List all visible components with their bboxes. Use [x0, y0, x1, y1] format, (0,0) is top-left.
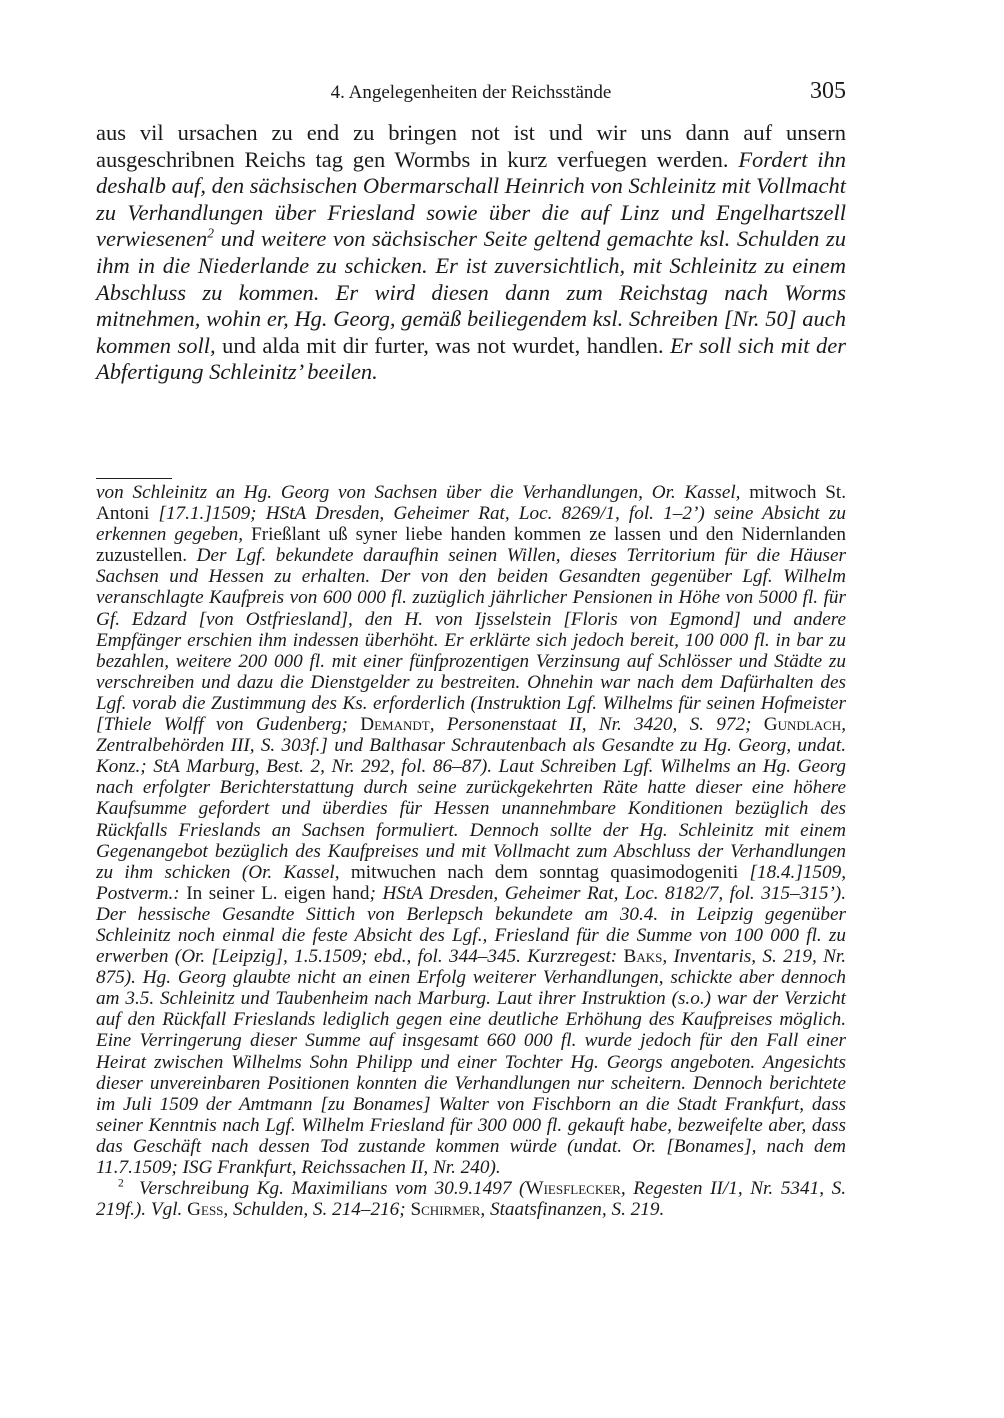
- text-segment: aus vil ursachen zu end zu bringen not ist und wir uns dann auf unsern ausgeschribnen Reichs tag gen Wormbs in kurz verfuegen werden.: [96, 120, 846, 172]
- author-name: Gundlach: [763, 714, 842, 736]
- footnotes: [96, 482, 846, 1220]
- author-name: Wiesflecker: [525, 1178, 621, 1200]
- text-segment: von Schleinitz an Hg. Georg von Sachsen über die Verhandlungen, Or. Kassel,: [96, 482, 750, 503]
- text-segment: [17.1.]1509; HStA Dresden, Geheimer Rat, Loc. 8269/1, fol. 1–2’) seine Absicht zu erkennen gegeben,: [96, 503, 846, 546]
- text-segment: mitwuchen nach dem sonntag quasimodogeniti: [350, 861, 750, 883]
- text-segment: Frießlant uß syner liebe handen kommen ze lassen und den Nidernlanden zuzustellen.: [96, 524, 846, 567]
- author-name: Demandt: [360, 714, 430, 736]
- main-paragraph: [96, 120, 846, 386]
- text-segment: , Inventaris, S. 219, Nr. 875). Hg. Georg glaubte nicht an einen Erfolg weiterer Verhandlungen, schickte aber dennoch am 3.5. Schleinitz und Taubenheim nach Marburg. Laut ihrer Instruktion (s.o.) war der Verzicht auf den Rückfall Frieslands lediglich gegen eine deutliche Erhöhung des Kaufpreises möglich. Eine Verringerung dieser Summe auf insgesamt 660 000 fl. wurde jedoch für den Fall einer Heirat zwischen Wilhelms Sohn Philipp und einer Tochter Hg. Georgs angeboten. Angesichts dieser unvereinbaren Positionen konnten die Verhandlungen nur scheitern. Dennoch berichtete im Juli 1509 der Amtmann [zu Bonames] Walter von Fischborn an die Stadt Frankfurt, dass seiner Kenntnis nach Lgf. Wilhelm Friesland für 300 000 fl. gekauft habe, bezweifelte aber, dass das Geschäft nach dessen Tod zustande kommen würde (undat. Or. [Bonames], nach dem 11.7.1509; ISG Frankfurt, Reichssachen II, Nr. 240).: [96, 946, 847, 1178]
- text-segment: , Staatsfinanzen, S. 219.: [480, 1199, 665, 1221]
- text-segment: In seiner L. eigen hand: [186, 882, 370, 904]
- page-header: [96, 78, 846, 108]
- text-segment: Verschreibung Kg. Maximilians vom 30.9.1497 (: [139, 1178, 526, 1200]
- running-head: 4. Angelegenheiten der Reichsstände: [330, 82, 612, 103]
- text-segment: , Regesten II/1, Nr. 5341, S. 219f.). Vgl.: [96, 1178, 846, 1221]
- text-segment: Fordert ihn deshalb auf, den sächsischen Obermarschall Heinrich von Schleinitz mit Vollmacht zu Verhandlungen über Friesland sowie über die auf Linz und Engelhartszell verwiesenen: [96, 146, 846, 252]
- text-segment: , Schulden, S. 214–216;: [223, 1199, 411, 1221]
- footnote-1-continuation: [96, 482, 846, 1178]
- footnote-ref-2[interactable]: 2: [207, 225, 214, 241]
- text-segment: [18.4.]1509, Postverm.:: [96, 861, 846, 904]
- text-segment: Der Lgf. bekundete daraufhin seinen Willen, dieses Territorium für die Häuser Sachsen und Hessen zu erhalten. Der von den beiden Gesandten gegenüber Lgf. Wilhelm veranschlagte Kaufpreis von 600 000 fl. zuzüglich jährlicher Pensionen in Höhe von 5000 fl. für Gf. Edzard [von Ostfriesland], den H. von Ijsselstein [Floris von Egmond] und andere Empfänger erschien ihm indessen überhöht. Er erklärte sich jedoch bereit, 100 000 fl. in bar zu bezahlen, weitere 200 000 fl. mit einer fünfprozentigen Verzinsung auf Schlösser und Städte zu verschreiben und dazu die Dienstgelder zu bestreiten. Ohnehin war nach dem Dafürhalten des Lgf. vorab die Zustimmung des Ks. erforderlich (Instruktion Lgf. Wilhelms für seinen Hofmeister [Thiele Wolff von Gudenberg;: [96, 545, 846, 736]
- text-segment: Er soll sich mit der Abfertigung Schleinitz’ beeilen.: [96, 332, 847, 385]
- author-name: Baks: [623, 946, 663, 968]
- text-segment: und weitere von sächsischer Seite geltend gemachte ksl. Schulden zu ihm in die Niederlande zu schicken. Er ist zuversichtlich, mit Schleinitz zu einem Abschluss zu kommen. Er wird diesen dann zum Reichstag nach Worms mitnehmen, wohin er, Hg. Georg, gemäß beiliegendem ksl. Schreiben [Nr. 50] auch kommen soll,: [96, 226, 846, 358]
- footnote-marker: 2: [118, 1177, 124, 1190]
- page-number: 305: [810, 78, 846, 104]
- author-name: Gess: [187, 1199, 224, 1221]
- text-segment: , Zentralbehörden III, S. 303f.] und Balthasar Schrautenbach als Gesandte zu Hg. Georg, undat. Konz.; StA Marburg, Best. 2, Nr. 292, fol. 86–87). Laut Schreiben Lgf. Wilhelms an Hg. Georg nach erfolgter Berichterstattung durch seine zurückgekehrten Räte hatte dieser eine höhere Kaufsumme gefordert und überdies für Hessen unannehmbare Konditionen bezüglich des Rückfalls Frieslands an Sachsen formuliert. Dennoch sollte der Hg. Schleinitz mit einem Gegenangebot bezüglich des Kaufpreises und mit Vollmacht zum Abschluss der Verhandlungen zu ihm schicken (Or. Kassel,: [96, 714, 846, 883]
- main-text: [96, 120, 846, 386]
- text-segment: , Personenstaat II, Nr. 3420, S. 972;: [429, 714, 764, 736]
- footnote-separator: [96, 478, 172, 479]
- footnote-2: [96, 1178, 846, 1220]
- text-segment: mitwoch St. Antoni: [96, 482, 846, 525]
- author-name: Schirmer: [410, 1199, 481, 1221]
- text-segment: und alda mit dir furter, was not wurdet, handlen.: [222, 332, 671, 358]
- text-segment: ; HStA Dresden, Geheimer Rat, Loc. 8182/7, fol. 315–315’). Der hessische Gesandte Sittich von Berlepsch bekundete am 30.4. in Leipzig gegenüber Schleinitz noch einmal die feste Absicht des Lgf., Friesland für die Summe von 100 000 fl. zu erwerben (Or. [Leipzig], 1.5.1509; ebd., fol. 344–345. Kurzregest:: [96, 882, 846, 968]
